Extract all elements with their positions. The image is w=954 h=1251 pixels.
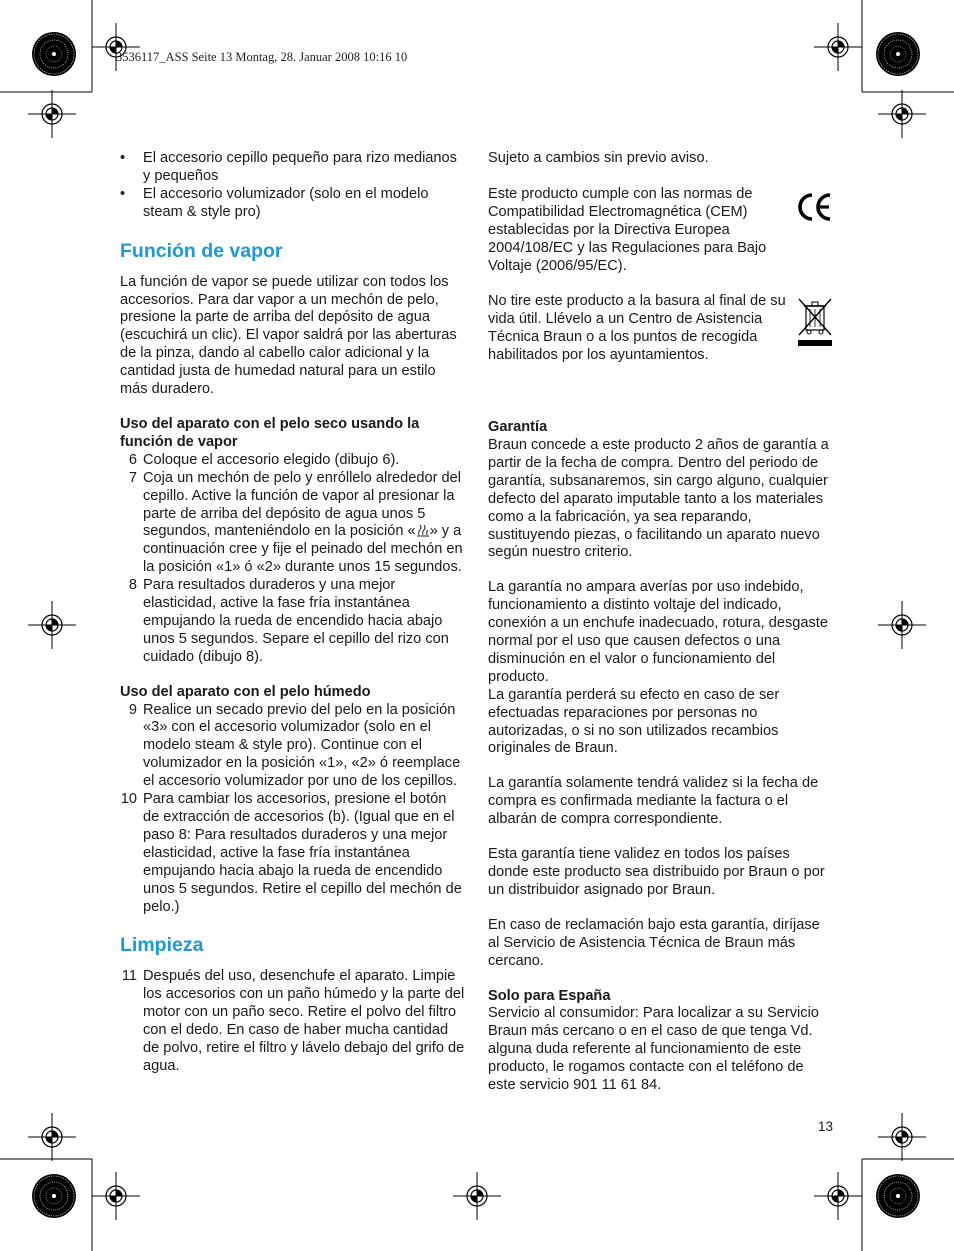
warranty-paragraph: Esta garantía tiene validez en todos los países donde este producto sea distribuido por Braun o por un distribuidor asignado por Braun. [488, 846, 825, 898]
step-number: 7 [128, 469, 137, 486]
heading-limpieza: Limpieza [120, 934, 204, 957]
left-column [120, 150, 465, 1076]
warranty-paragraph: Braun concede a este producto 2 años de garantía a partir de la fecha de compra. Dentro del periodo de garantía, subsanaremos, sin cargo alguno, cualquier defecto del aparato imputable tanto a los materiales como a la fabricación, ya sea reparando, sustituyendo piezas, o facilitando un aparato nuevo según nuestro criterio. [488, 436, 829, 561]
step-number: 9 [128, 701, 137, 718]
print-header: 3536117_ASS Seite 13 Montag, 28. Januar 2008 10:16 10 [116, 50, 408, 64]
step-number: 8 [128, 577, 137, 594]
step-item [120, 702, 465, 792]
weee-bin-icon [796, 296, 834, 348]
step-text: Para cambiar los accesorios, presione el botón de extracción de accesorios (b). (Igual que en el paso 8: Para resultados duraderos y una mejor elasticidad, active la fase fría instantánea empujando hacia abajo la rueda de encendido unos 5 segundos. Retire el cepillo del mechón de pelo.) [143, 791, 462, 915]
registration-mark-icon [878, 601, 926, 649]
steam-icon [416, 523, 430, 537]
registration-mark-icon [453, 1172, 501, 1220]
registration-mark-icon [28, 1113, 76, 1161]
step-text: Para resultados duraderos y una mejor elasticidad, active la fase fría instantánea empujando la rueda de encendido hacia abajo unos 5 segundos. Separe el cepillo del rizo con cuidado (dibujo 8). [143, 577, 449, 665]
registration-mark-icon [814, 23, 862, 71]
ce-mark-icon [796, 192, 834, 222]
list-item: • El accesorio cepillo pequeño para rizo medianos y pequeños [120, 150, 457, 184]
registration-mark-icon [878, 90, 926, 138]
registration-mark-icon [878, 1113, 926, 1161]
warranty-paragraph: La garantía no ampara averías por uso indebido, funcionamiento a distinto voltaje del indicado, conexión a un enchufe inadecuado, rotura, desgaste normal por el uso que causen defectos o una disminución en el valor o funcionamiento del producto. [488, 579, 828, 685]
disposal-text: No tire este producto a la basura al final de su vida útil. Llévelo a un Centro de Asistencia Técnica Braun o a los puntos de recogida habilitados por los ayuntamientos. [488, 293, 786, 364]
right-column [488, 150, 834, 1095]
step-number: 11 [121, 968, 137, 985]
registration-mark-icon [28, 90, 76, 138]
step-text: » y a continuación cree y fije el peinado del mechón en la posición «1» ó «2» durante unos 15 segundos. [143, 523, 463, 576]
star-target-icon [876, 1174, 920, 1218]
warranty-paragraph: En caso de reclamación bajo esta garantía, diríjase al Servicio de Asistencia Técnica de Braun más cercano. [488, 916, 820, 969]
registration-mark-icon [92, 1172, 140, 1220]
warranty-paragraph: La garantía solamente tendrá validez si la fecha de compra es confirmada mediante la factura o el albarán de compra correspondiente. [488, 775, 819, 828]
step-text: Después del uso, desenchufe el aparato. Limpie los accesorios con un paño húmedo y la parte del motor con un paño seco. Retire el polvo del filtro con el dedo. En caso de haber mucha cantidad de polvo, retire el filtro y lávelo debajo del grifo de agua. [143, 968, 465, 1074]
list-item: • El accesorio volumizador (solo en el modelo steam & style pro) [120, 185, 429, 220]
star-target-icon [876, 32, 920, 76]
step-text: Coloque el accesorio elegido (dibujo 6). [143, 451, 400, 468]
bullet-text: El accesorio volumizador (solo en el modelo steam & style pro) [143, 185, 429, 220]
heading-funcion-de-vapor: Función de vapor [120, 239, 283, 262]
notice-text: Sujeto a cambios sin previo aviso. [488, 150, 709, 166]
step-item [120, 470, 465, 577]
ce-compliance-text: Este producto cumple con las normas de Compatibilidad Electromagnética (CEM) establecidas por la Directiva Europea 2004/108/EC y las Regulaciones para Bajo Voltaje (2006/95/EC). [488, 185, 767, 274]
subheading-dry-hair: Uso del aparato con el pelo seco usando la función de vapor [120, 415, 420, 450]
step-item [120, 577, 465, 667]
step-number: 6 [128, 451, 137, 468]
bullet-text: El accesorio cepillo pequeño para rizo medianos y pequeños [143, 150, 457, 184]
warranty-heading: Garantía [488, 419, 548, 436]
vapor-paragraph: La función de vapor se puede utilizar con todos los accesorios. Para dar vapor a un mechón de pelo, presione la parte de arriba del depósito de agua (escuchirá un clic). El vapor saldrá por las aberturas de la pinza, dando al cabello calor adicional y la cantidad justa de humedad natural para un estilo más duradero. [120, 273, 457, 398]
warranty-paragraph: La garantía perderá su efecto en caso de ser efectuadas reparaciones por personas no autorizadas, o si no son utilizados recambios originales de Braun. [488, 686, 780, 757]
registration-mark-icon [814, 1172, 862, 1220]
spain-paragraph: Servicio al consumidor: Para localizar a su Servicio Braun más cercano o en el caso de que tenga Vd. alguna duda referente al funcionamiento de este producto, le rogamos contacte con el teléfono de este servicio 901 11 61 84. [488, 1005, 819, 1094]
step-text: Realice un secado previo del pelo en la posición «3» con el accesorio volumizador (solo en el modelo steam & style pro). Continue con el volumizador en la posición «1», «2» ó reemplace el accesorio volumizador por uno de los cepillos. [143, 701, 461, 790]
star-target-icon [32, 1174, 76, 1218]
star-target-icon [32, 32, 76, 76]
step-text: Coja un mechón de pelo y enróllelo alrededor del cepillo. Active la función de vapor al presionar la parte de arriba del depósito de agua unos 5 segundos, manteniéndolo en la posición « [143, 469, 462, 540]
step-number: 10 [120, 791, 137, 808]
subheading-wet-hair: Uso del aparato con el pelo húmedo [120, 683, 371, 700]
page-number: 13 [817, 1119, 833, 1134]
step-item [120, 452, 465, 470]
step-item [120, 968, 465, 1075]
spain-heading: Solo para España [488, 987, 611, 1004]
registration-mark-icon [28, 601, 76, 649]
step-item [120, 791, 465, 916]
